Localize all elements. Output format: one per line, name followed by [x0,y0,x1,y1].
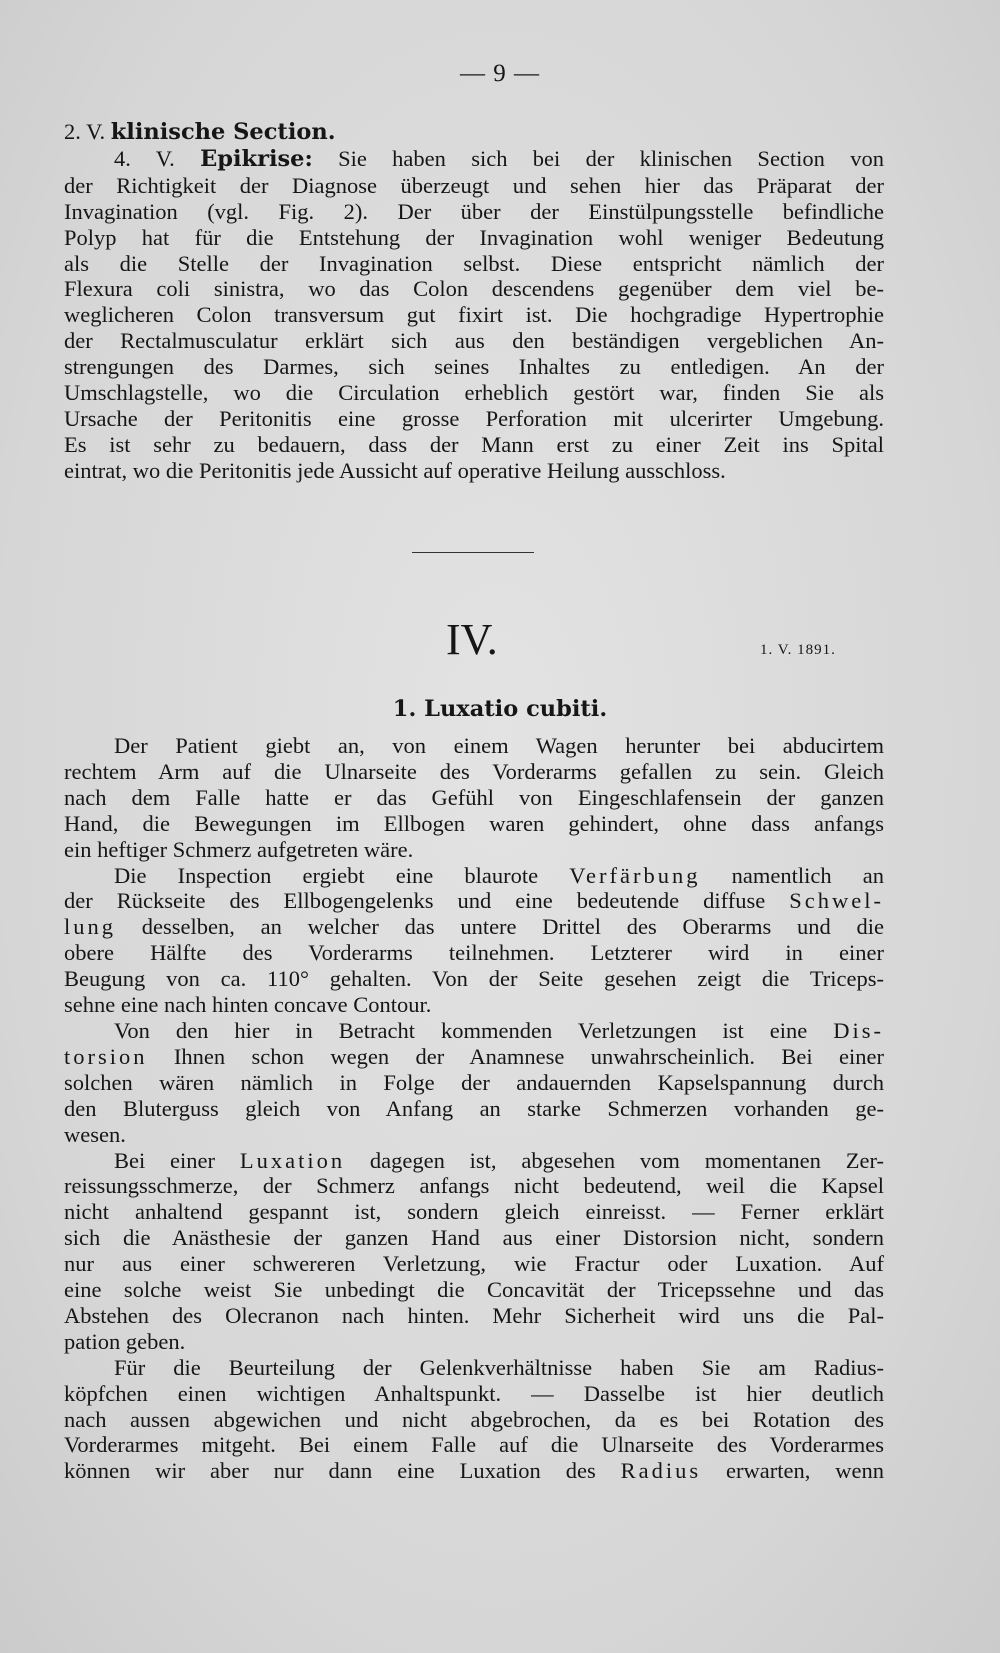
text-line [64,1458,884,1484]
text-run: Bei einer [114,1147,240,1173]
lecture-date: 1. V. 1891. [760,642,836,658]
text-line [64,1018,884,1044]
text-run: 2. V. [64,119,111,144]
text-line [64,1303,884,1329]
text-line [64,785,884,811]
text-run: eintrat, wo die Peritonitis jede Aussicht auf operative Heilung ausschloss. [64,457,726,483]
text-run: köpfchen einen wichtigen Anhaltspunkt. — Dasselbe ist hier deutlich [64,1380,884,1406]
text-line [64,251,884,277]
spaced-emphasis-run: Dis- [833,1017,884,1043]
text-run: wesen. [64,1121,126,1147]
text-line [64,199,884,225]
text-run: nicht anhaltend gespannt ist, sondern gleich einreisst. — Ferner erklärt [64,1199,884,1225]
text-line [64,1225,884,1251]
text-run: sehne eine nach hinten concave Contour. [64,992,432,1018]
text-run: 4. V. [114,145,201,171]
text-line [64,733,884,759]
text-line [64,354,884,380]
text-run: Ursache der Peritonitis eine grosse Perforation mit ulcerirter Umgebung. [64,405,884,431]
text-run: pation geben. [64,1328,186,1354]
text-line [64,1173,884,1199]
text-run: rechtem Arm auf die Ulnarseite des Vorderarms gefallen zu sein. Gleich [64,758,884,784]
text-line [64,406,884,432]
text-line [64,1432,884,1458]
text-line [64,328,884,354]
text-line [64,837,884,863]
text-run: als die Stelle der Invagination selbst. Diese entspricht nämlich der [64,250,884,276]
text-run: dagegen ist, abgesehen vom momentanen Zer- [345,1147,884,1173]
text-run: Flexura coli sinistra, wo das Colon descendens gegenüber dem viel be- [64,276,884,302]
spaced-emphasis-run: Luxation [239,1147,346,1173]
text-run: Umschlagstelle, wo die Circulation erheblich gestört war, finden Sie als [64,380,884,406]
text-line [64,1277,884,1303]
text-run: der Richtigkeit der Diagnose überzeugt und sehen hier das Präparat der [64,172,884,198]
text-run: der Rectalmusculatur erklärt sich aus den beständigen vergeblichen An- [64,328,884,354]
text-line [64,940,884,966]
text-run: Der Patient giebt an, von einem Wagen herunter bei abducirtem [114,733,884,758]
text-run: Sie haben sich bei der klinischen Section von [312,145,884,171]
text-run: reissungsschmerze, der Schmerz anfangs nicht bedeutend, weil die Kapsel [64,1173,884,1199]
text-line [64,146,884,173]
text-line [64,173,884,199]
text-run: den Bluterguss gleich von Anfang an starke Schmerzen vorhanden ge- [64,1095,884,1121]
bold-run: Epikrise: [200,145,313,172]
text-line [64,863,884,889]
spaced-emphasis-run: Schwel- [789,888,884,914]
text-run: erwarten, wenn [701,1458,885,1484]
text-line [64,225,884,251]
text-run: Hand, die Bewegungen im Ellbogen waren gehindert, ohne dass anfangs [64,810,884,836]
case-heading: 1. Luxatio cubiti. [392,696,608,722]
text-run: obere Hälfte des Vorderarms teilnehmen. Letzterer wird in einer [64,940,884,966]
text-run: nach dem Falle hatte er das Gefühl von Eingeschlafensein der ganzen [64,784,884,810]
text-line [64,1199,884,1225]
text-run: der Rückseite des Ellbogengelenks und eine bedeutende diffuse [64,888,790,914]
text-run: namentlich an [700,862,885,888]
text-run: Von den hier in Betracht kommenden Verletzungen ist eine [114,1017,834,1043]
text-line [64,458,884,484]
text-run: Die Inspection ergiebt eine blaurote [114,862,570,888]
luxatio-cubiti-text [64,733,884,1484]
text-line [64,1122,884,1148]
text-line [64,811,884,837]
text-run: nur aus einer schwereren Verletzung, wie Fractur oder Luxation. Auf [64,1251,884,1277]
text-line [64,1355,884,1381]
text-line [64,966,884,992]
text-run: Beugung von ca. 110° gehalten. Von der Seite gesehen zeigt die Triceps- [64,966,884,992]
text-run: sich die Anästhesie der ganzen Hand aus einer Distorsion nicht, sondern [64,1225,884,1251]
spaced-emphasis-run: torsion [64,1043,148,1069]
text-run: weglicheren Colon transversum gut fixirt ist. Die hochgradige Hypertrophie [64,302,884,328]
text-run: eine solche weist Sie unbedingt die Concavität der Tricepssehne und das [64,1277,884,1303]
text-line [64,119,884,146]
section-divider [412,552,534,553]
text-run: nach aussen abgewichen und nicht abgebrochen, da es bei Rotation des [64,1406,884,1432]
text-line [64,1148,884,1174]
epikrise-section [64,119,884,484]
text-line [64,380,884,406]
text-line [64,276,884,302]
text-line [64,1251,884,1277]
text-line [64,1381,884,1407]
text-run: Ihnen schon wegen der Anamnese unwahrscheinlich. Bei einer [147,1043,884,1069]
text-run: Invagination (vgl. Fig. 2). Der über der Einstülpungsstelle befindliche [64,198,884,224]
text-line [64,759,884,785]
text-run: ein heftiger Schmerz aufgetreten wäre. [64,836,414,862]
text-line [64,888,884,914]
bold-run: klinische Section. [110,119,336,145]
text-run: Polyp hat für die Entstehung der Invagination wohl weniger Bedeutung [64,224,884,250]
chapter-numeral: IV. [446,615,498,664]
page-number: — 9 — [460,60,540,87]
text-line [64,914,884,940]
text-run: Vorderarmes mitgeht. Bei einem Falle auf die Ulnarseite des Vorderarmes [64,1432,884,1458]
text-line [64,432,884,458]
text-run: können wir aber nur dann eine Luxation des [64,1458,621,1484]
text-line [64,1096,884,1122]
text-run: Abstehen des Olecranon nach hinten. Mehr Sicherheit wird uns die Pal- [64,1302,884,1328]
text-run: strengungen des Darmes, sich seines Inhaltes zu entledigen. An der [64,354,884,380]
spaced-emphasis-run: Verfärbung [569,862,701,888]
text-run: Es ist sehr zu bedauern, dass der Mann erst zu einer Zeit ins Spital [64,431,884,457]
text-run: desselben, an welcher das untere Drittel des Oberarms und die [116,914,884,940]
text-run: Für die Beurteilung der Gelenkverhältnisse haben Sie am Radius- [114,1354,884,1380]
text-line [64,1329,884,1355]
text-run: solchen wären nämlich in Folge der andauernden Kapselspannung durch [64,1069,884,1095]
text-line [64,1070,884,1096]
spaced-emphasis-run: lung [64,914,117,940]
text-line [64,1407,884,1433]
text-line [64,992,884,1018]
text-line [64,302,884,328]
spaced-emphasis-run: Radius [620,1458,702,1484]
text-line [64,1044,884,1070]
